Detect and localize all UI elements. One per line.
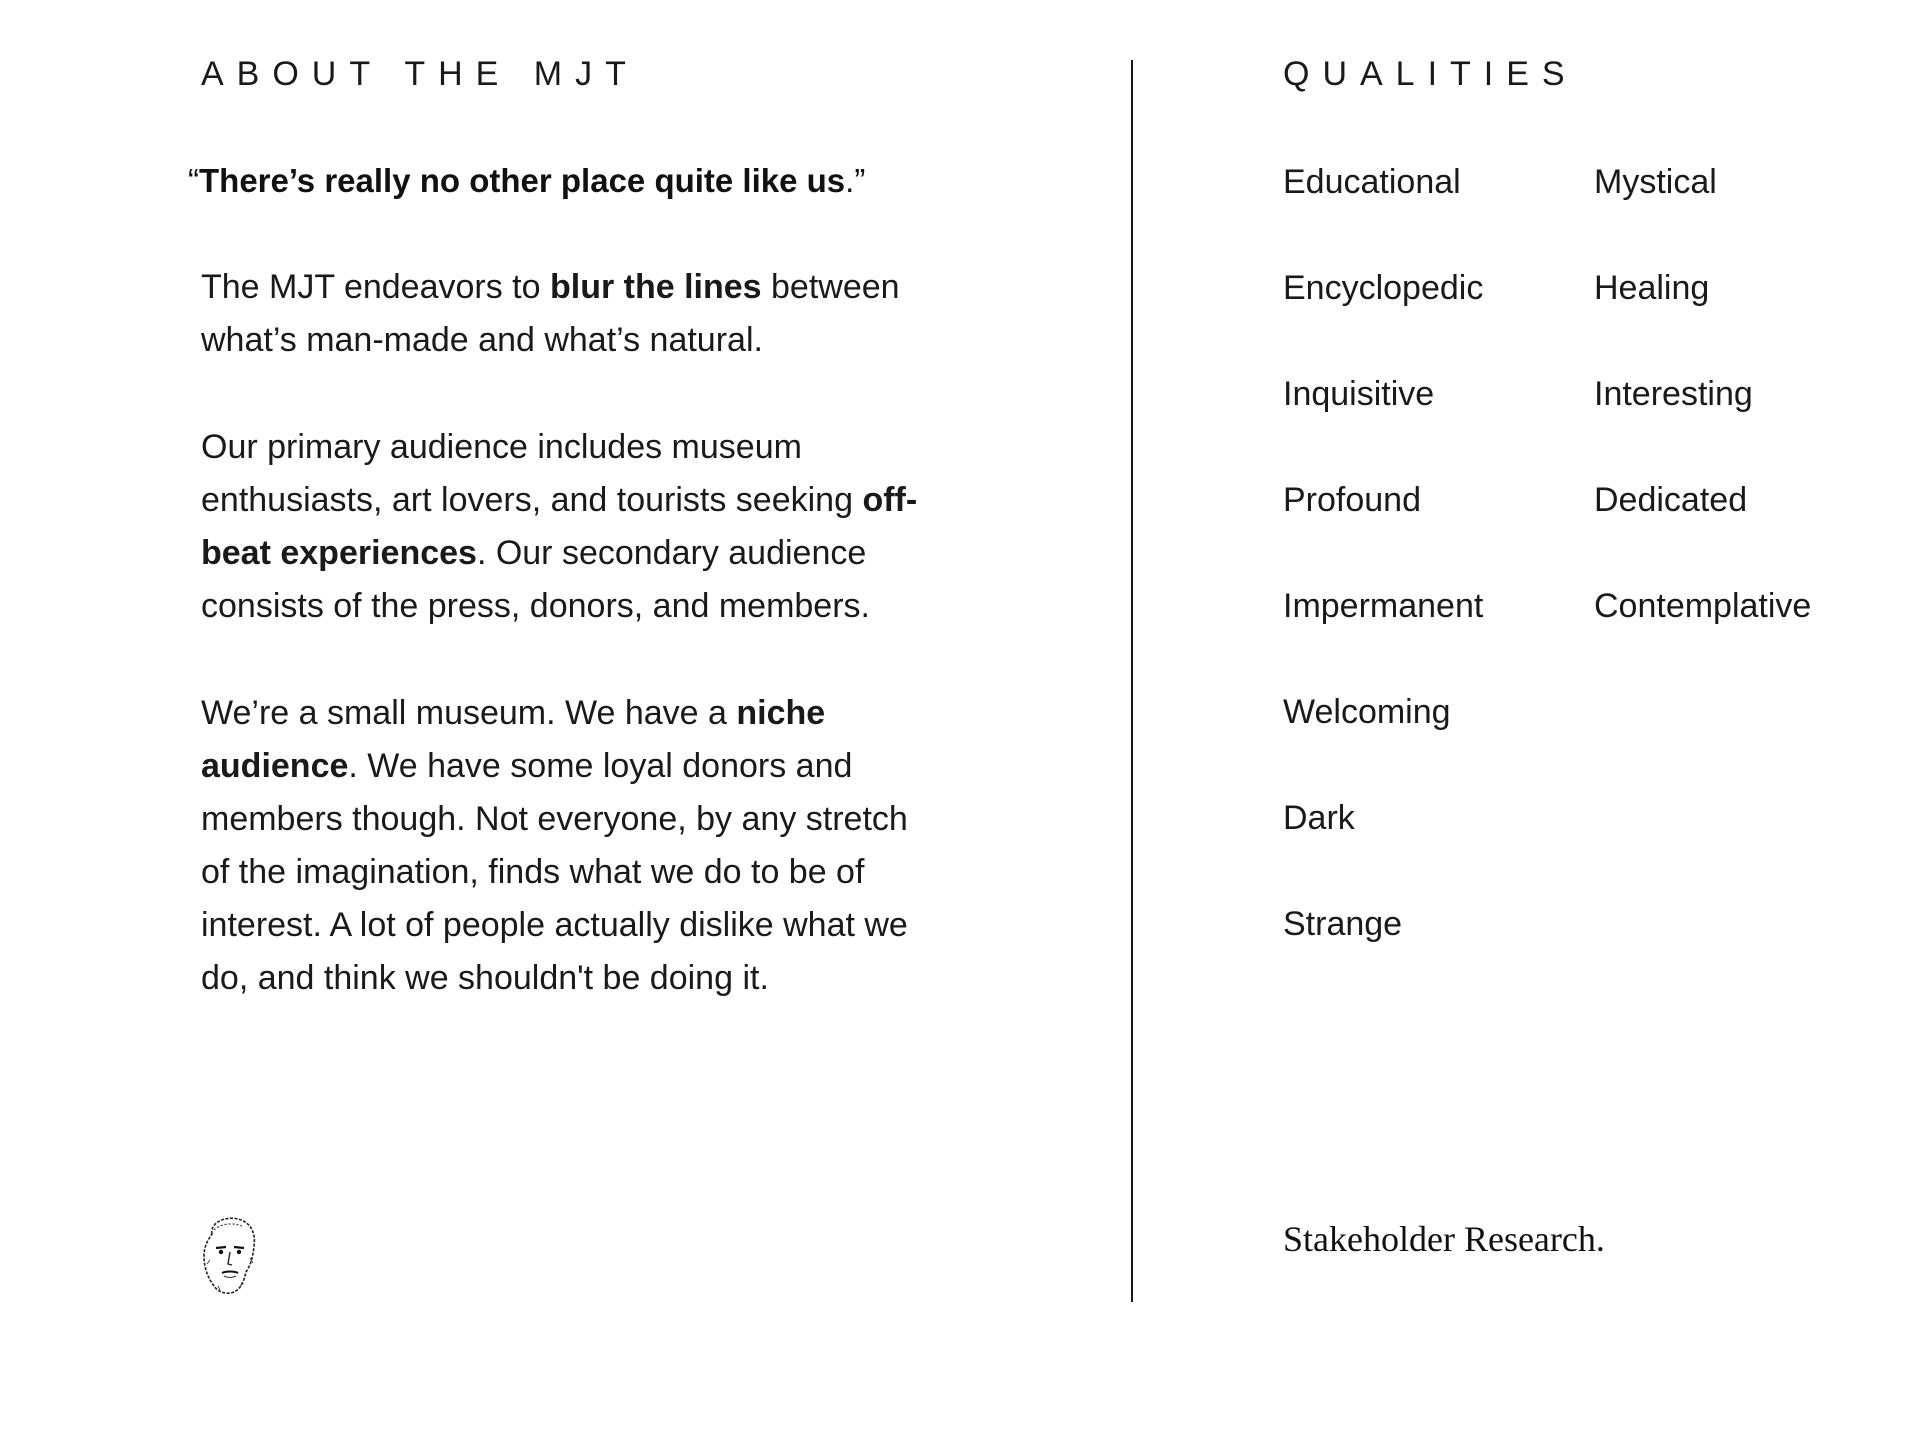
quality-item: Educational: [1283, 163, 1461, 201]
face-sketch-icon: [198, 1216, 260, 1296]
quote-close: .”: [845, 162, 866, 199]
paragraph-mission: [201, 261, 941, 367]
paragraph-emphasis: off-beat experiences: [201, 481, 918, 572]
quality-item: Strange: [1283, 905, 1403, 943]
quality-item: Dark: [1283, 799, 1355, 837]
paragraph-text: between what’s man-made and what’s natural.: [201, 268, 900, 359]
quality-item: Interesting: [1594, 375, 1753, 413]
column-divider: [1131, 60, 1133, 1302]
paragraph-audience: [201, 421, 941, 633]
quote: [188, 162, 865, 200]
quality-item: Welcoming: [1283, 693, 1451, 731]
paragraph-niche: [201, 687, 941, 1005]
paragraph-emphasis: niche audience: [201, 694, 826, 785]
paragraph-text: We’re a small museum. We have a: [201, 694, 737, 732]
paragraph-text: . Our secondary audience consists of the press, donors, and members.: [201, 534, 870, 625]
paragraph-emphasis: blur the lines: [549, 268, 762, 306]
quality-item: Dedicated: [1594, 481, 1748, 519]
quality-item: Contemplative: [1594, 587, 1812, 625]
footer-title: Stakeholder Research.: [1283, 1219, 1605, 1259]
quality-item: Mystical: [1594, 163, 1717, 201]
paragraph-text: Our primary audience includes museum enthusiasts, art lovers, and tourists seeking: [201, 428, 863, 519]
quote-bold: There’s really no other place quite like us: [199, 162, 846, 199]
qualities-list-right: [1594, 162, 1811, 692]
paragraph-text: The MJT endeavors to: [201, 268, 550, 306]
qualities-list-left: [1283, 162, 1483, 1010]
quote-open: “: [188, 162, 199, 199]
about-heading: ABOUT THE MJT: [201, 55, 639, 93]
quality-item: Impermanent: [1283, 587, 1484, 625]
quality-item: Inquisitive: [1283, 375, 1435, 413]
qualities-heading: QUALITIES: [1283, 55, 1578, 93]
paragraph-text: . We have some loyal donors and members though. Not everyone, by any stretch of the imagination, finds what we do to be of interest. A lot of people actually dislike what we do, and think we shouldn't be doing it.: [201, 747, 908, 997]
quality-item: Encyclopedic: [1283, 269, 1484, 307]
quality-item: Healing: [1594, 269, 1710, 307]
quality-item: Profound: [1283, 481, 1421, 519]
